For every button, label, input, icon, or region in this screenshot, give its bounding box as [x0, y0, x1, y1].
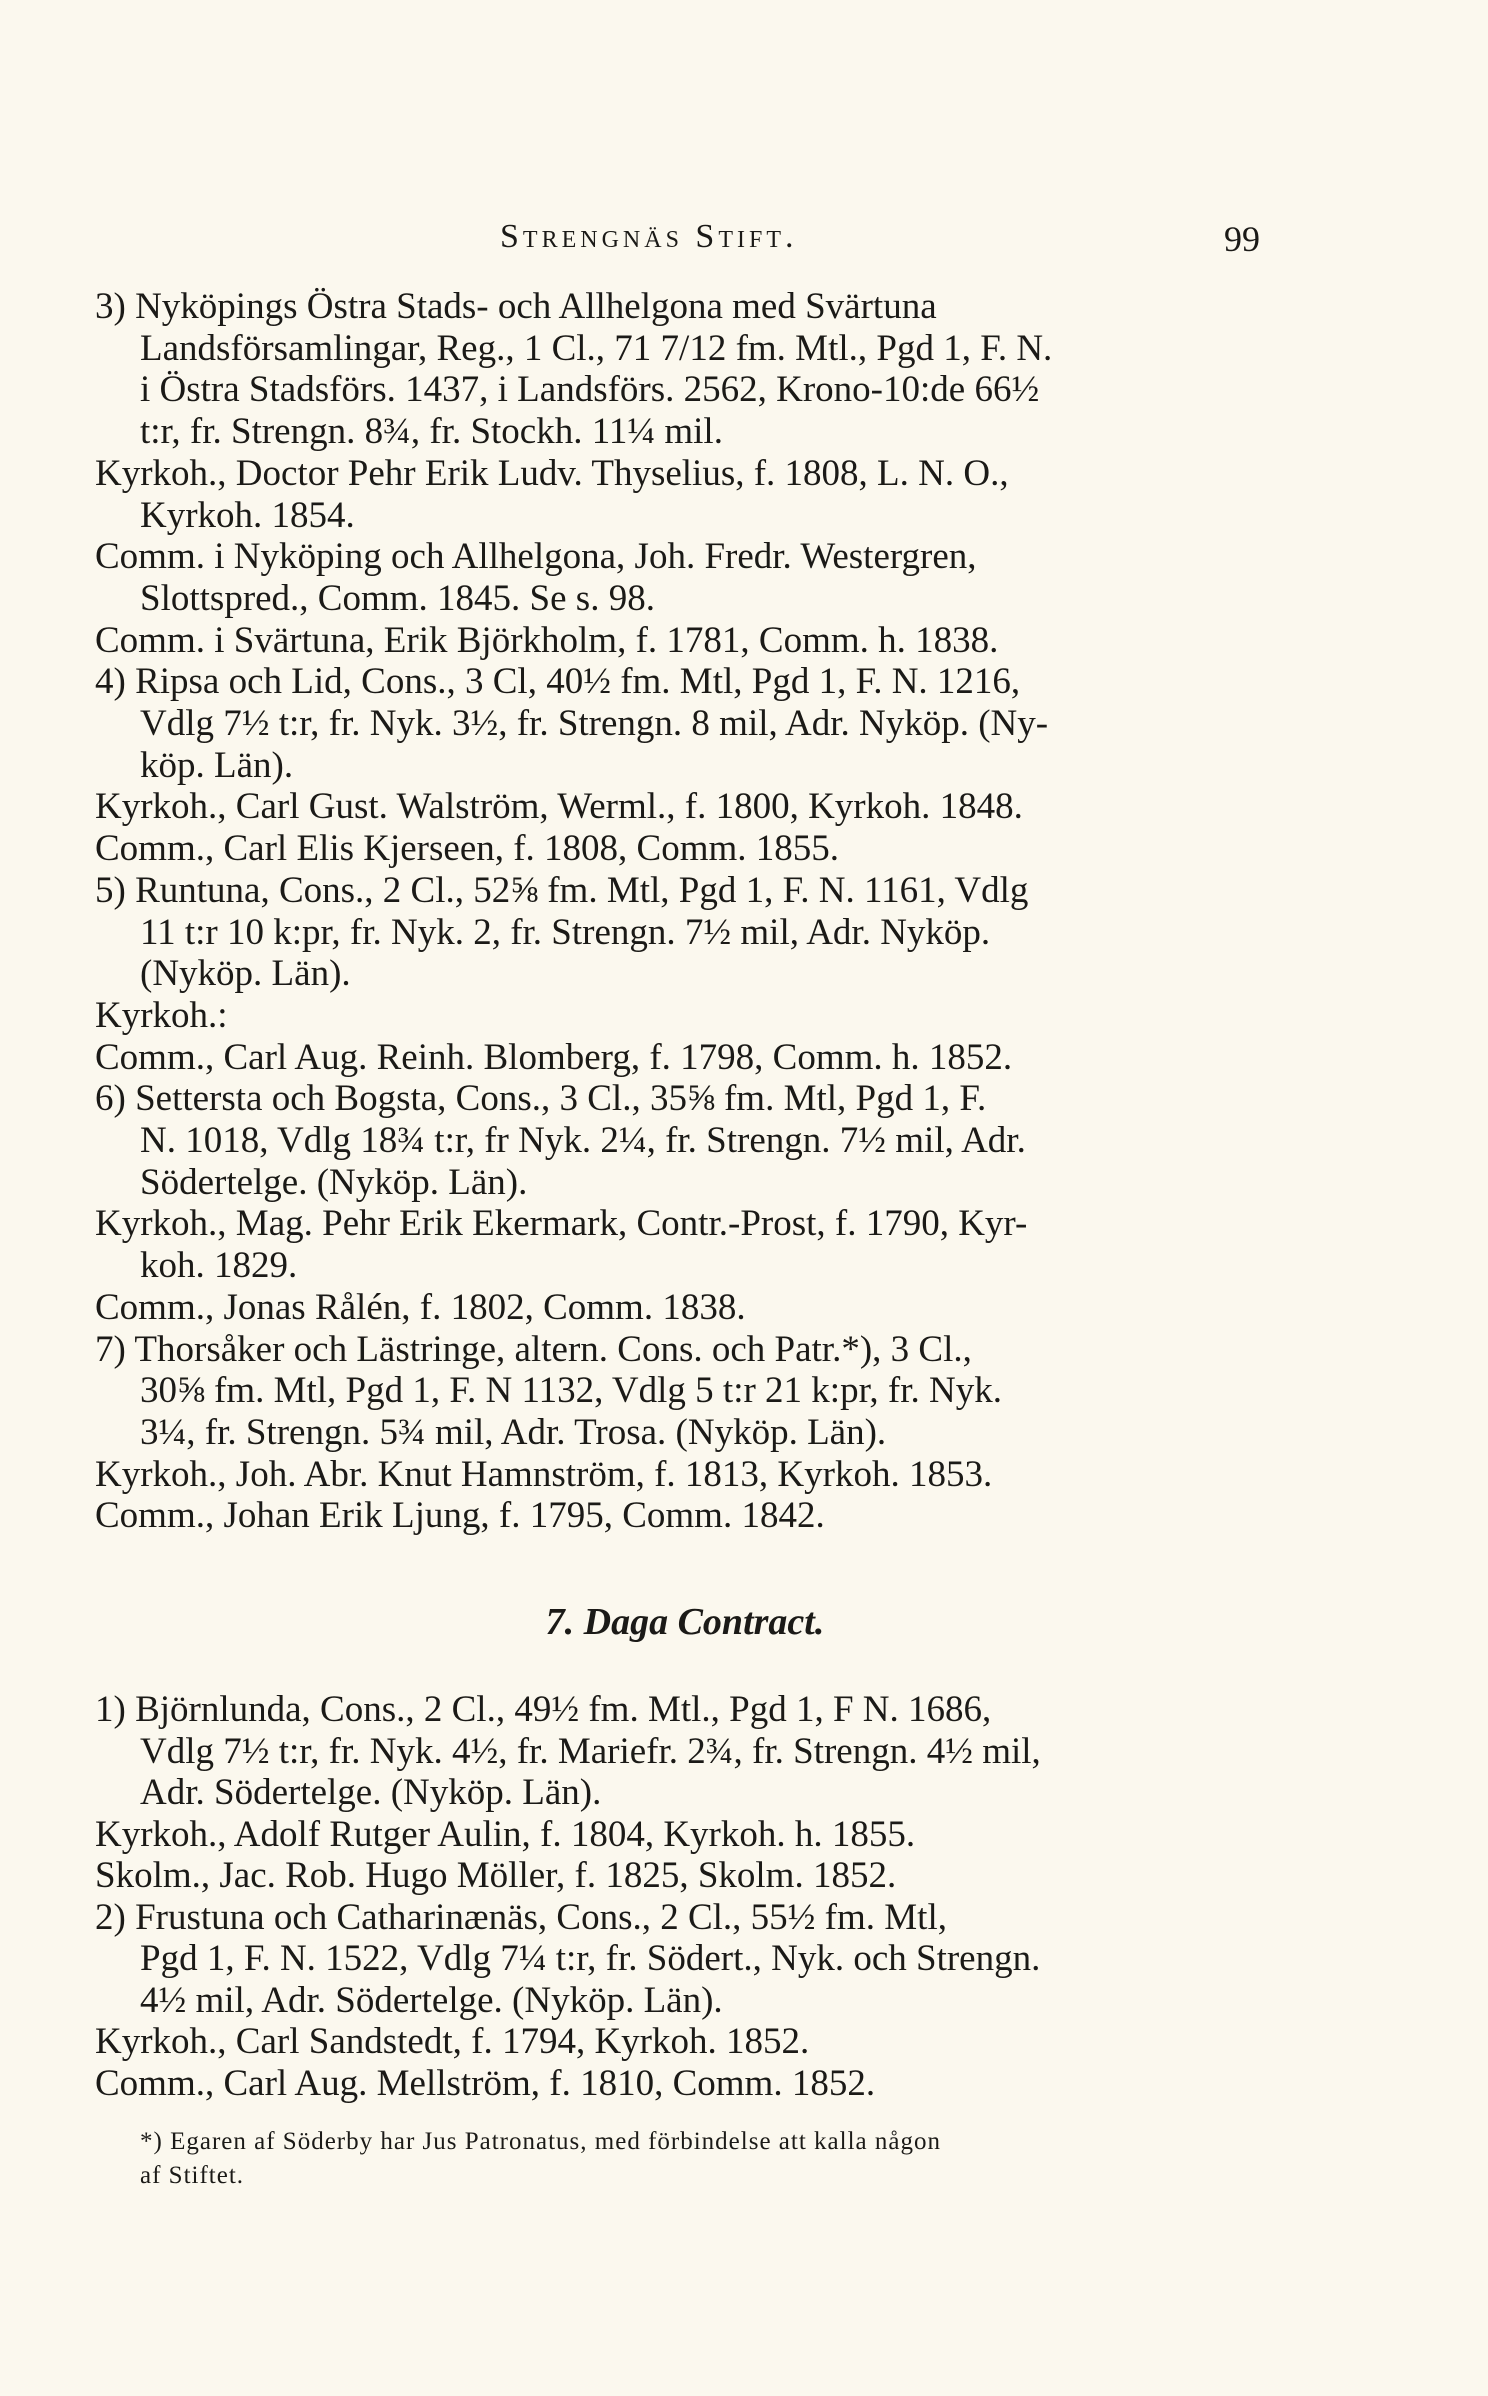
- page-number: 99: [1224, 219, 1260, 259]
- text-line: t:r, fr. Strengn. 8¾, fr. Stockh. 11¼ mil.: [140, 411, 723, 453]
- section-heading: 7. Daga Contract.: [545, 1601, 825, 1643]
- text-line: Kyrkoh., Carl Gust. Walström, Werml., f. 1800, Kyrkoh. 1848.: [95, 786, 1023, 828]
- text-line: 1) Björnlunda, Cons., 2 Cl., 49½ fm. Mtl., Pgd 1, F N. 1686,: [95, 1689, 992, 1730]
- text-line: Vdlg 7½ t:r, fr. Nyk. 3½, fr. Strengn. 8 mil, Adr. Nyköp. (Ny-: [140, 703, 1049, 744]
- text-line: (Nyköp. Län).: [140, 953, 351, 995]
- text-line: 2) Frustuna och Catharinænäs, Cons., 2 Cl., 55½ fm. Mtl,: [95, 1896, 947, 1938]
- text-line: Kyrkoh.:: [95, 994, 228, 1036]
- text-line: 4½ mil, Adr. Södertelge. (Nyköp. Län).: [140, 1979, 723, 2021]
- text-line: Landsförsamlingar, Reg., 1 Cl., 71 7/12 fm. Mtl., Pgd 1, F. N.: [140, 327, 1053, 369]
- text-line: 3¼, fr. Strengn. 5¾ mil, Adr. Trosa. (Nyköp. Län).: [140, 1411, 887, 1453]
- text-line: 3) Nyköpings Östra Stads- och Allhelgona med Svärtuna: [95, 286, 937, 327]
- text-line: Vdlg 7½ t:r, fr. Nyk. 4½, fr. Mariefr. 2¾, fr. Strengn. 4½ mil,: [140, 1730, 1041, 1772]
- header-title: Strengnäs Stift.: [500, 218, 798, 255]
- running-header: [140, 218, 1260, 268]
- footnote-line: af Stiftet.: [140, 2162, 245, 2189]
- text-line: 6) Settersta och Bogsta, Cons., 3 Cl., 35⅝ fm. Mtl, Pgd 1, F.: [95, 1078, 987, 1120]
- text-line: köp. Län).: [140, 744, 294, 786]
- text-line: Kyrkoh., Doctor Pehr Erik Ludv. Thyselius, f. 1808, L. N. O.,: [95, 452, 1009, 494]
- text-line: 30⅝ fm. Mtl, Pgd 1, F. N 1132, Vdlg 5 t:r 21 k:pr, fr. Nyk.: [140, 1370, 1003, 1412]
- text-line: Kyrkoh., Joh. Abr. Knut Hamnström, f. 1813, Kyrkoh. 1853.: [95, 1453, 993, 1495]
- text-line: Kyrkoh., Carl Sandstedt, f. 1794, Kyrkoh. 1852.: [95, 2021, 810, 2062]
- text-line: i Östra Stadsförs. 1437, i Landsförs. 2562, Krono-10:de 66½: [140, 369, 1040, 411]
- text-line: Kyrkoh., Adolf Rutger Aulin, f. 1804, Kyrkoh. h. 1855.: [95, 1813, 916, 1855]
- text-line: 5) Runtuna, Cons., 2 Cl., 52⅝ fm. Mtl, Pgd 1, F. N. 1161, Vdlg: [95, 869, 1029, 911]
- text-line: 7) Thorsåker och Lästringe, altern. Cons. och Patr.*), 3 Cl.,: [95, 1328, 972, 1370]
- text-line: Comm., Jonas Rålén, f. 1802, Comm. 1838.: [95, 1286, 746, 1328]
- text-line: Pgd 1, F. N. 1522, Vdlg 7¼ t:r, fr. Södert., Nyk. och Strengn.: [140, 1938, 1041, 1979]
- footnote-line: *) Egaren af Söderby har Jus Patronatus, med förbindelse att kalla någon: [140, 2128, 941, 2155]
- text-line: Comm., Carl Elis Kjerseen, f. 1808, Comm. 1855.: [95, 828, 840, 870]
- text-line: Comm., Carl Aug. Mellström, f. 1810, Comm. 1852.: [95, 2062, 876, 2104]
- text-line: Kyrkoh., Mag. Pehr Erik Ekermark, Contr.-Prost, f. 1790, Kyr-: [95, 1203, 1028, 1245]
- text-line: Skolm., Jac. Rob. Hugo Möller, f. 1825, Skolm. 1852.: [95, 1855, 897, 1896]
- text-line: Slottspred., Comm. 1845. Se s. 98.: [140, 577, 655, 619]
- text-line: Kyrkoh. 1854.: [140, 494, 355, 536]
- text-line: Adr. Södertelge. (Nyköp. Län).: [140, 1772, 602, 1813]
- text-line: 11 t:r 10 k:pr, fr. Nyk. 2, fr. Strengn. 7½ mil, Adr. Nyköp.: [140, 911, 991, 953]
- text-line: Comm. i Nyköping och Allhelgona, Joh. Fredr. Westergren,: [95, 536, 977, 578]
- text-line: Comm., Carl Aug. Reinh. Blomberg, f. 1798, Comm. h. 1852.: [95, 1036, 1013, 1078]
- text-line: Södertelge. (Nyköp. Län).: [140, 1161, 528, 1203]
- text-line: N. 1018, Vdlg 18¾ t:r, fr Nyk. 2¼, fr. Strengn. 7½ mil, Adr.: [140, 1120, 1026, 1161]
- text-line: 4) Ripsa och Lid, Cons., 3 Cl, 40½ fm. Mtl, Pgd 1, F. N. 1216,: [95, 661, 1021, 703]
- text-line: koh. 1829.: [140, 1245, 298, 1287]
- text-line: Comm. i Svärtuna, Erik Björkholm, f. 1781, Comm. h. 1838.: [95, 619, 999, 661]
- text-line: Comm., Johan Erik Ljung, f. 1795, Comm. 1842.: [95, 1495, 825, 1537]
